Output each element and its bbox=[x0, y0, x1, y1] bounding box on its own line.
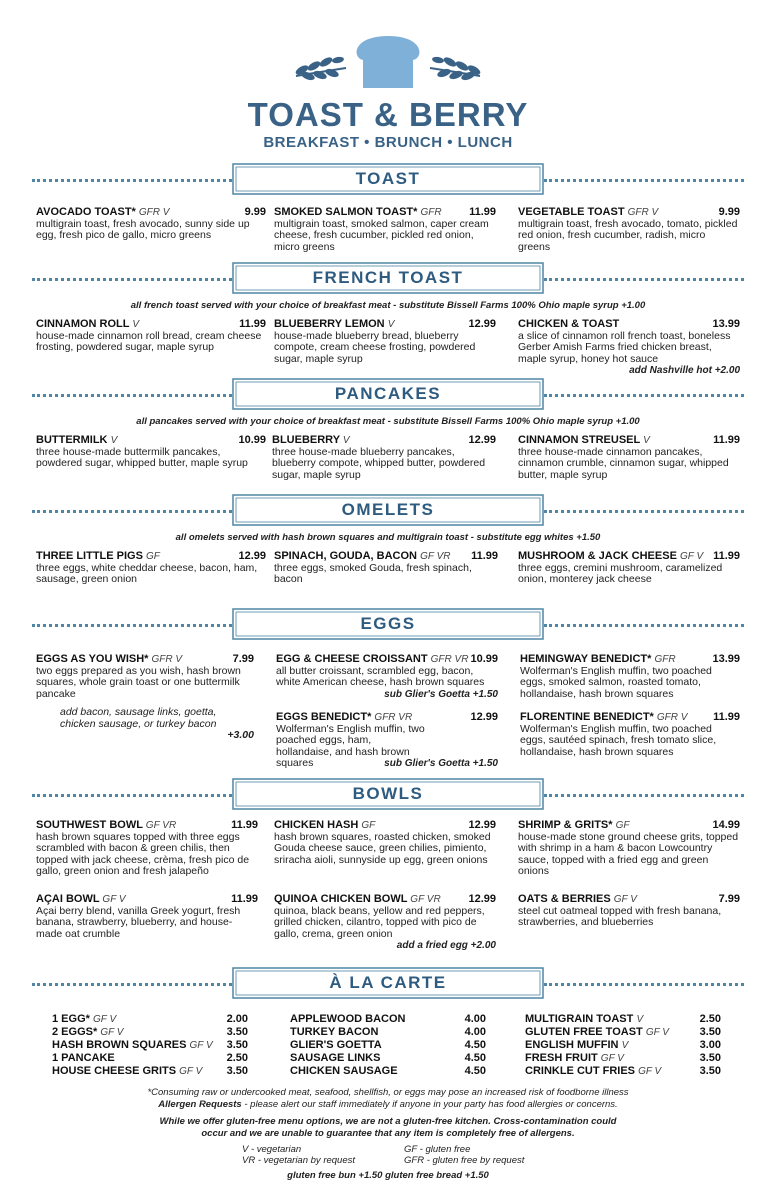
brand-title: TOAST & BERRY bbox=[247, 96, 529, 133]
section-title: OMELETS bbox=[341, 500, 435, 519]
carte-item: APPLEWOOD BACON 4.00 bbox=[290, 1013, 486, 1025]
menu-item: VEGETABLE TOAST GFR V 9.99 multigrain toast, fresh avocado, tomato, pickled red onion, fresh cucumber, radish, micro greens bbox=[518, 206, 740, 253]
menu-item: EGGS AS YOU WISH* GFR V 7.99 two eggs prepared as you wish, hash brown squares, whole grain toast or one buttermilk pancake add bacon, sausage links, goetta, chicken sausage, or turkey bacon +3.00 bbox=[36, 653, 254, 741]
carte-item: TURKEY BACON 4.00 bbox=[290, 1026, 486, 1038]
carte-item: MULTIGRAIN TOAST V 2.50 bbox=[525, 1013, 721, 1025]
section-header-omelets bbox=[0, 491, 776, 531]
footer-gluten-line-2: occur and we are unable to guarantee that any item is completely free of allergens. bbox=[201, 1128, 575, 1139]
menu-item: CHICKEN & TOAST 13.99 a slice of cinnamon roll french toast, boneless Gerber Amish Farms fried chicken breast, maple syrup, honey hot sauce add Nashville hot +2.00 bbox=[518, 318, 740, 376]
menu-item: QUINOA CHICKEN BOWL GF VR 12.99 quinoa, black beans, yellow and red peppers, grilled chicken, cilantro, topped with pico de gallo, crema, green onion add a fried egg +2.00 bbox=[274, 893, 496, 951]
section-header-eggs bbox=[0, 605, 776, 645]
carte-column-2 bbox=[290, 1013, 486, 1078]
section-header-toast bbox=[0, 160, 776, 200]
section-title: BOWLS bbox=[352, 784, 424, 803]
toast-with-wheat-icon bbox=[0, 30, 776, 90]
menu-item: SPINACH, GOUDA, BACON GF VR 11.99 three eggs, smoked Gouda, fresh spinach, bacon bbox=[274, 550, 498, 585]
logo bbox=[0, 30, 776, 90]
carte-item: 1 PANCAKE 2.50 bbox=[52, 1052, 248, 1064]
carte-item: 1 EGG* GF V 2.00 bbox=[52, 1013, 248, 1025]
footer-consuming-warning: *Consuming raw or undercooked meat, seafood, shellfish, or eggs may pose an increased risk of foodborne illness bbox=[147, 1087, 629, 1098]
menu-item: OATS & BERRIES GF V 7.99 steel cut oatmeal topped with fresh banana, strawberries, and blueberries bbox=[518, 893, 740, 928]
legend-vegetarian: V - vegetarian VR - vegetarian by request bbox=[242, 1144, 356, 1166]
carte-column-1 bbox=[52, 1013, 248, 1078]
section-title: PANCAKES bbox=[334, 384, 442, 403]
menu-item: THREE LITTLE PIGS GF 12.99 three eggs, white cheddar cheese, bacon, ham, sausage, green onion bbox=[36, 550, 266, 585]
section-note: all french toast served with your choice of breakfast meat - substitute Bissell Farms 100% Ohio maple syrup +1.00 bbox=[130, 300, 646, 311]
menu-item: CINNAMON STREUSEL V 11.99 three house-made cinnamon pancakes, cinnamon crumble, cinnamon sugar, whipped butter, maple syrup bbox=[518, 434, 740, 481]
legend-gluten-free: GF - gluten free GFR - gluten free by request bbox=[404, 1144, 525, 1166]
footer-allergen: Allergen Requests - please alert our staff immediately if anyone in your party has food allergies or concerns. bbox=[158, 1099, 618, 1110]
menu-item: BLUEBERRY LEMON V 12.99 house-made blueberry bread, blueberry compote, cream cheese frosting, powdered sugar, maple syrup bbox=[274, 318, 496, 365]
footer-gluten-line-1: While we offer gluten-free menu options, we are not a gluten-free kitchen. Cross-contamination could bbox=[159, 1116, 617, 1127]
section-title: À LA CARTE bbox=[329, 973, 447, 992]
menu-item: HEMINGWAY BENEDICT* GFR 13.99 Wolferman's English muffin, two poached eggs, smoked salmon, roasted tomato, hollandaise, hash brown squares bbox=[520, 653, 740, 700]
carte-item: ENGLISH MUFFIN V 3.00 bbox=[525, 1039, 721, 1051]
carte-item: HASH BROWN SQUARES GF V 3.50 bbox=[52, 1039, 248, 1051]
section-note: all omelets served with hash brown squares and multigrain toast - substitute egg whites +1.50 bbox=[175, 532, 601, 543]
brand-subtitle: BREAKFAST • BRUNCH • LUNCH bbox=[263, 134, 513, 151]
menu-item: BLUEBERRY V 12.99 three house-made blueberry pancakes, blueberry compote, whipped butter, powdered sugar, maple syrup bbox=[272, 434, 496, 481]
carte-item: CHICKEN SAUSAGE 4.50 bbox=[290, 1065, 486, 1077]
section-header-a-la-carte bbox=[0, 964, 776, 1004]
carte-column-3 bbox=[525, 1013, 721, 1078]
section-note: all pancakes served with your choice of breakfast meat - substitute Bissell Farms 100% Ohio maple syrup +1.00 bbox=[136, 416, 640, 427]
menu-item: SOUTHWEST BOWL GF VR 11.99 hash brown squares topped with three eggs scrambled with bacon & green chilis, then topped with jack cheese, crèma, fresh pico de gallo, green onion and fresh jalapeño bbox=[36, 819, 258, 877]
carte-item: FRESH FRUIT GF V 3.50 bbox=[525, 1052, 721, 1064]
menu-item: CHICKEN HASH GF 12.99 hash brown squares, roasted chicken, smoked Gouda cheese sauce, green chilies, pimiento, sriracha aioli, sunnyside up egg, green onions bbox=[274, 819, 496, 866]
menu-item: CINNAMON ROLL V 11.99 house-made cinnamon roll bread, cream cheese frosting, powdered sugar, maple syrup bbox=[36, 318, 266, 353]
carte-item: GLIER'S GOETTA 4.50 bbox=[290, 1039, 486, 1051]
footer-gluten-free-options: gluten free bun +1.50 gluten free bread +1.50 bbox=[287, 1170, 489, 1181]
carte-item: HOUSE CHEESE GRITS GF V 3.50 bbox=[52, 1065, 248, 1077]
menu-item: MUSHROOM & JACK CHEESE GF V 11.99 three eggs, cremini mushroom, caramelized onion, monterey jack cheese bbox=[518, 550, 740, 585]
menu-item: AÇAI BOWL GF V 11.99 Açai berry blend, vanilla Greek yogurt, fresh banana, strawberry, blueberry, and house-made oat crumble bbox=[36, 893, 258, 940]
section-title: FRENCH TOAST bbox=[312, 268, 464, 287]
section-header-french-toast bbox=[0, 259, 776, 299]
menu-item: SHRIMP & GRITS* GF 14.99 house-made stone ground cheese grits, topped with shrimp in a ham & bacon Lowcountry sauce, topped with a fried egg and green onions bbox=[518, 819, 740, 877]
menu-item: AVOCADO TOAST* GFR V 9.99 multigrain toast, fresh avocado, sunny side up egg, fresh pico de gallo, micro greens bbox=[36, 206, 266, 241]
menu-item: EGG & CHEESE CROISSANT GFR VR 10.99 all butter croissant, scrambled egg, bacon, white American cheese, hash brown squares sub Glier's Goetta +1.50 bbox=[276, 653, 498, 700]
section-title: TOAST bbox=[355, 169, 421, 188]
carte-item: SAUSAGE LINKS 4.50 bbox=[290, 1052, 486, 1064]
carte-item: GLUTEN FREE TOAST GF V 3.50 bbox=[525, 1026, 721, 1038]
menu-item: SMOKED SALMON TOAST* GFR 11.99 multigrain toast, smoked salmon, caper cream cheese, fresh cucumber, pickled red onion, micro greens bbox=[274, 206, 496, 253]
section-title: EGGS bbox=[360, 614, 416, 633]
section-header-bowls bbox=[0, 775, 776, 815]
carte-item: 2 EGGS* GF V 3.50 bbox=[52, 1026, 248, 1038]
menu-item: BUTTERMILK V 10.99 three house-made buttermilk pancakes, powdered sugar, whipped butter, maple syrup bbox=[36, 434, 266, 469]
carte-item: CRINKLE CUT FRIES GF V 3.50 bbox=[525, 1065, 721, 1077]
menu-item: EGGS BENEDICT* GFR VR 12.99 Wolferman's English muffin, two poached eggs, ham, hollandaise, and hash brown squares sub Glier's Goetta +1.50 bbox=[276, 711, 498, 769]
section-header-pancakes bbox=[0, 375, 776, 415]
menu-item: FLORENTINE BENEDICT* GFR V 11.99 Wolferman's English muffin, two poached eggs, sautéed spinach, fresh tomato slice, hollandaise, hash brown squares bbox=[520, 711, 740, 758]
